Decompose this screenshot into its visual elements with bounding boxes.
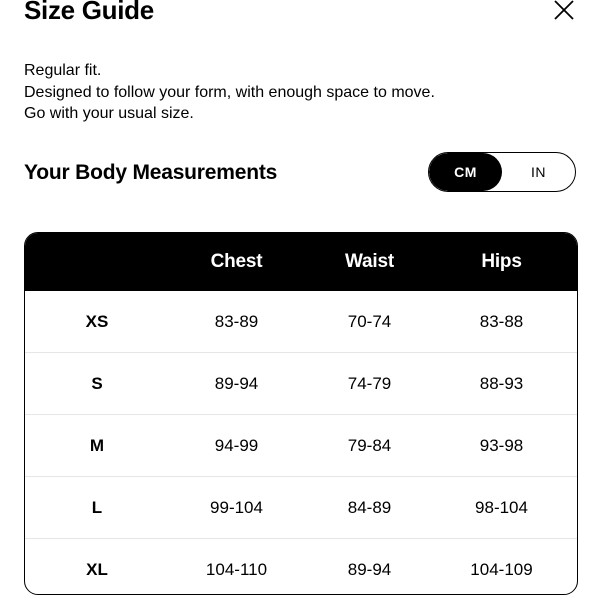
waist-value: 84-89 bbox=[347, 497, 392, 517]
waist-value: 79-84 bbox=[347, 435, 392, 455]
header-cell-chest: Chest bbox=[210, 251, 263, 272]
size-label: XS bbox=[85, 311, 109, 331]
measurements-heading: Your Body Measurements bbox=[24, 161, 278, 184]
size-label: M bbox=[89, 435, 105, 455]
table-row bbox=[25, 352, 577, 414]
unit-toggle[interactable] bbox=[428, 152, 576, 192]
chest-value: 99-104 bbox=[210, 497, 263, 517]
table-row bbox=[25, 291, 577, 352]
waist-value: 74-79 bbox=[347, 373, 392, 393]
table-row bbox=[25, 476, 577, 538]
chest-value: 89-94 bbox=[214, 373, 259, 393]
hips-value: 88-93 bbox=[479, 373, 524, 393]
hips-value: 93-98 bbox=[479, 435, 524, 455]
chest-value: 94-99 bbox=[214, 435, 259, 455]
header-cell-waist: Waist bbox=[345, 251, 394, 272]
hips-value: 104-109 bbox=[470, 559, 533, 579]
size-label: XL bbox=[86, 559, 108, 579]
chest-value: 83-89 bbox=[214, 311, 259, 331]
close-icon bbox=[550, 0, 578, 24]
unit-option-in[interactable]: IN bbox=[531, 164, 546, 180]
hips-value: 83-88 bbox=[479, 311, 524, 331]
table-row bbox=[25, 414, 577, 476]
table-row bbox=[25, 538, 577, 595]
fit-description bbox=[24, 60, 435, 125]
modal-title: Size Guide bbox=[24, 0, 154, 25]
size-label: S bbox=[91, 373, 103, 393]
description-line: Go with your usual size. bbox=[24, 105, 194, 122]
waist-value: 70-74 bbox=[347, 311, 392, 331]
table-header bbox=[25, 233, 577, 291]
unit-option-cm[interactable]: CM bbox=[429, 153, 502, 191]
description-line: Regular fit. bbox=[24, 62, 102, 79]
hips-value: 98-104 bbox=[475, 497, 528, 517]
waist-value: 89-94 bbox=[347, 559, 392, 579]
size-label: L bbox=[91, 497, 103, 517]
close-button[interactable] bbox=[550, 0, 578, 24]
header-cell-hips: Hips bbox=[481, 251, 522, 272]
table-body bbox=[25, 291, 577, 595]
description-line: Designed to follow your form, with enough space to move. bbox=[24, 83, 435, 101]
chest-value: 104-110 bbox=[205, 559, 268, 579]
size-table bbox=[24, 232, 578, 595]
